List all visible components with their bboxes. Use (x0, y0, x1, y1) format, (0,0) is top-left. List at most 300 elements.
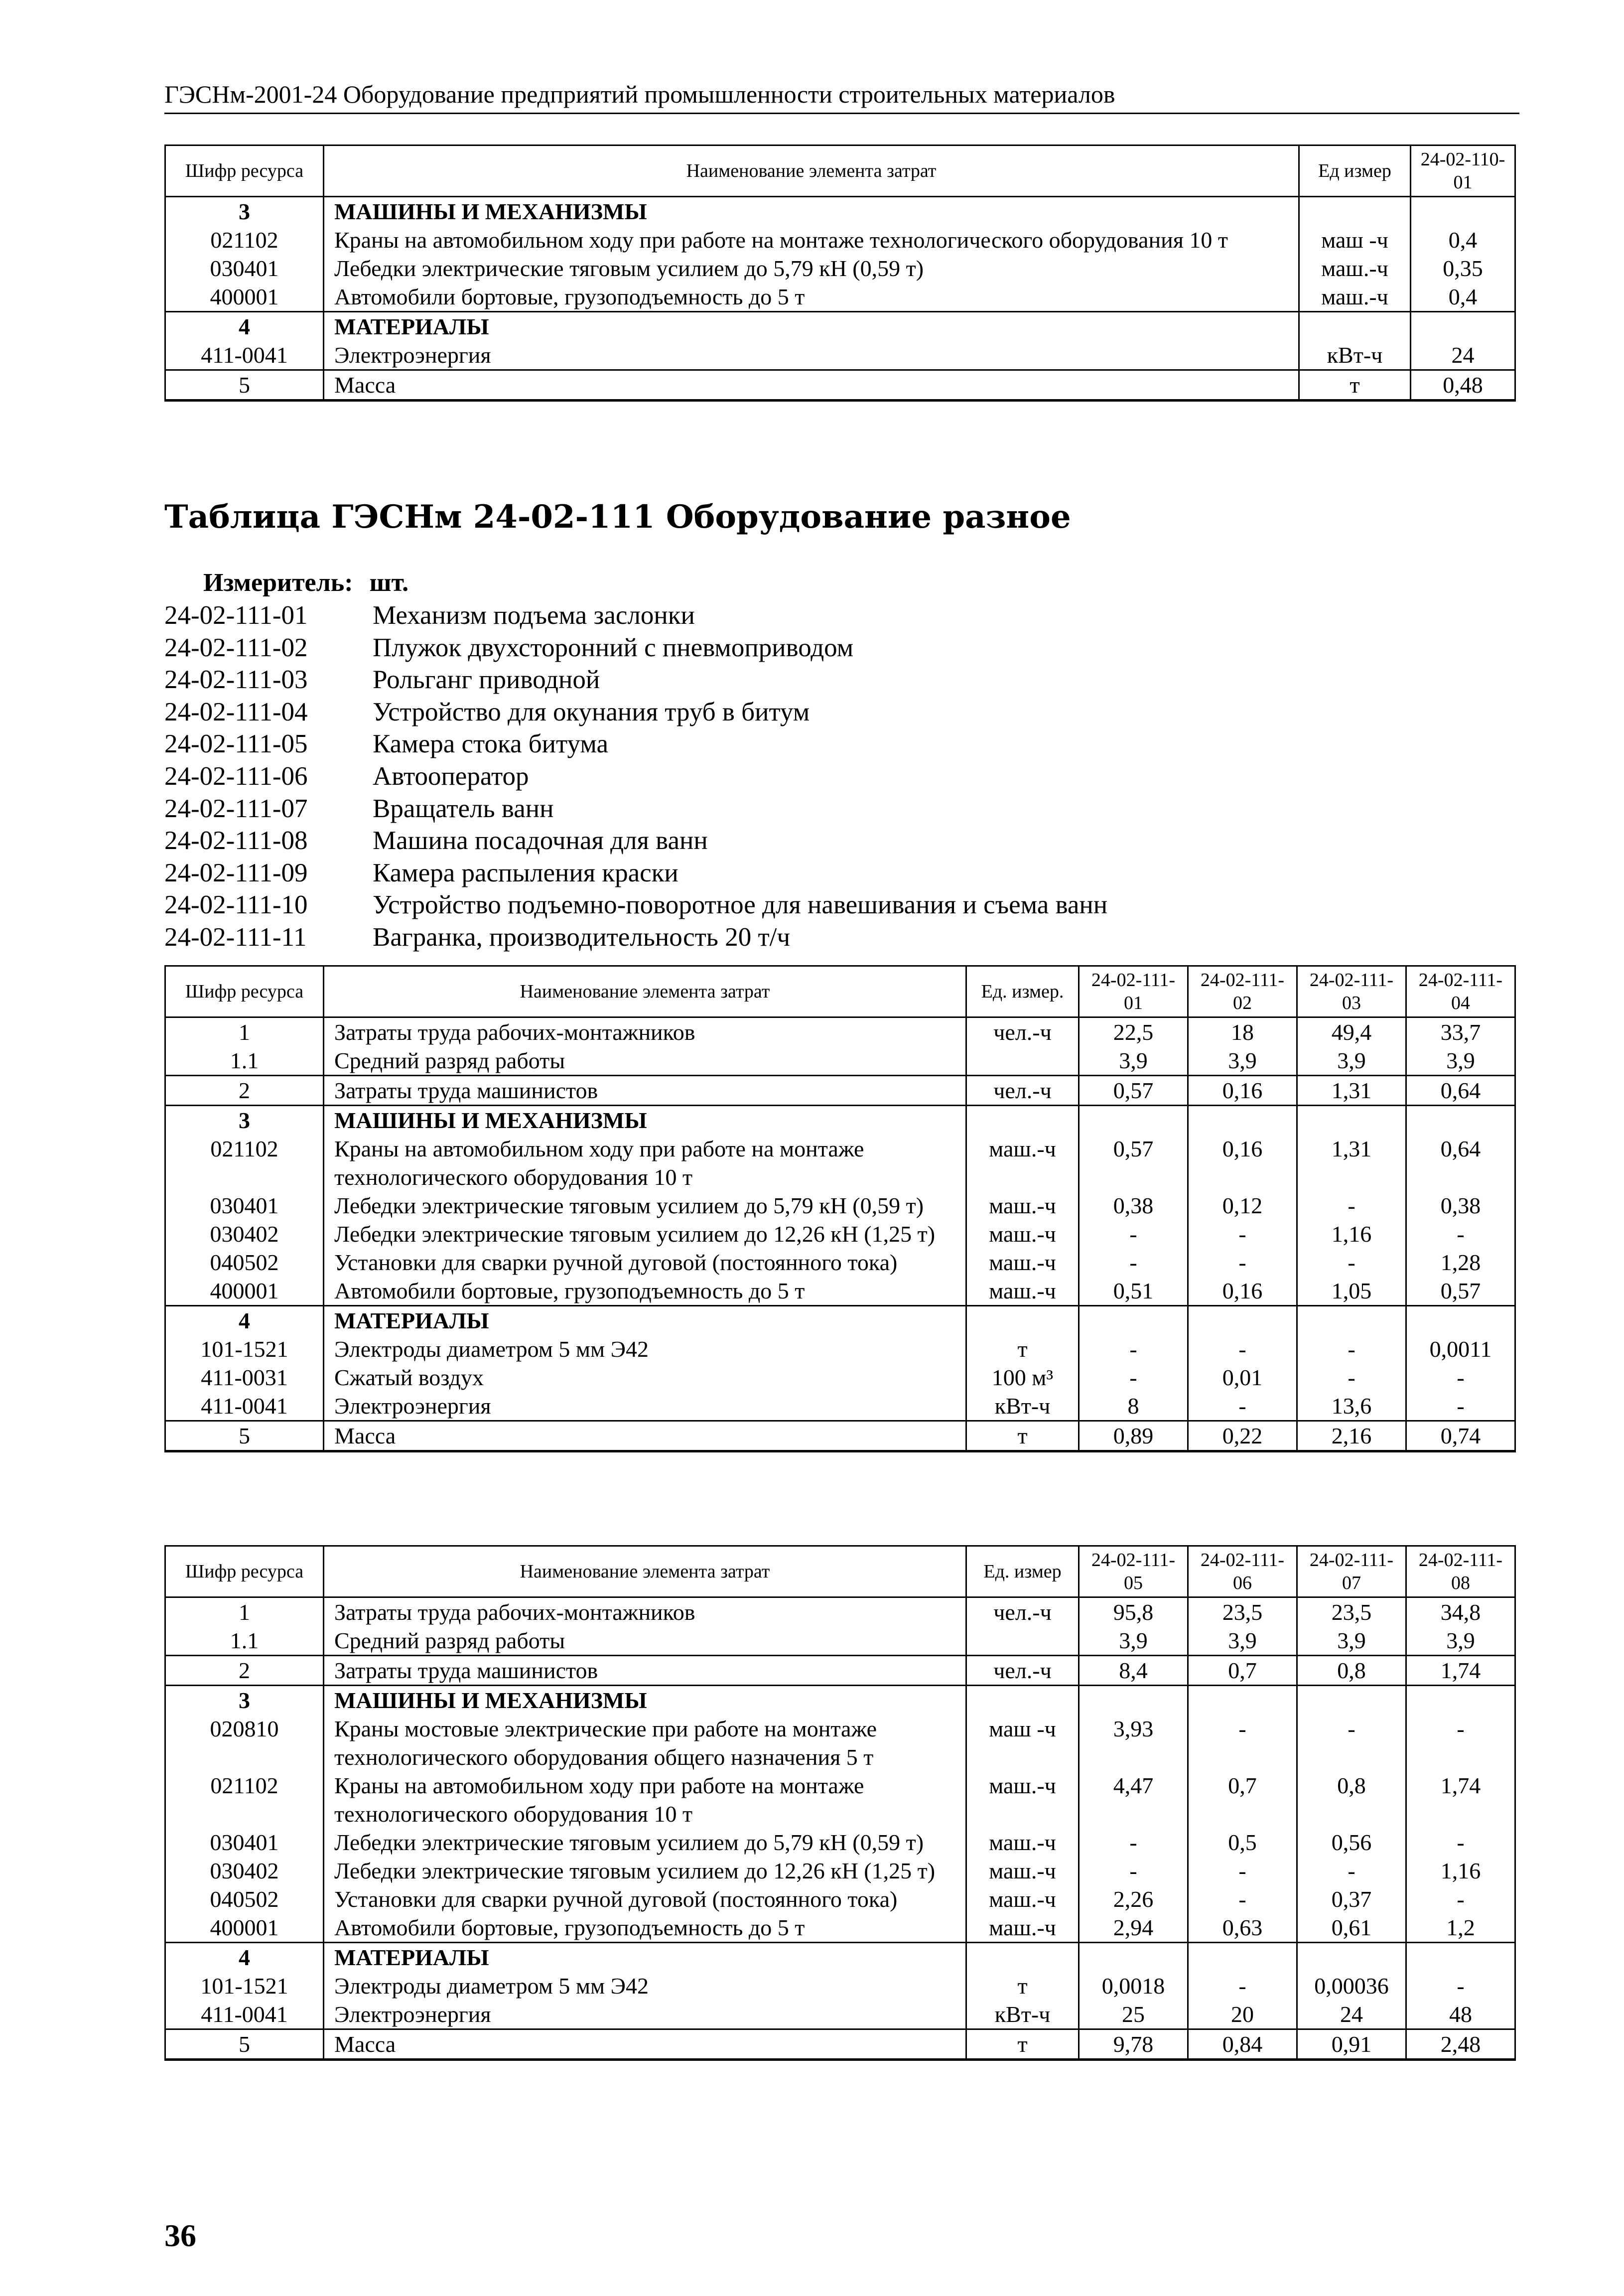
norm-name: Автооператор (373, 761, 529, 791)
resource-table-111-01-04 (164, 965, 1516, 1452)
value-cell (1406, 1943, 1515, 1972)
value-cell: 0,57 (1406, 1277, 1515, 1306)
value-cell: 2,48 (1406, 2029, 1515, 2060)
value-cell: 0,64 (1406, 1076, 1515, 1106)
table-row (165, 2029, 1515, 2060)
value-cell (1297, 1106, 1406, 1135)
resource-table-111-05-08 (164, 1545, 1516, 2061)
norm-name: Камера распыления краски (373, 858, 678, 887)
unit-cell: чел.-ч (966, 1076, 1079, 1106)
resource-code: 3 (165, 197, 324, 226)
value-cell: 24 (1297, 2000, 1406, 2029)
value-cell: 1,2 (1406, 1913, 1515, 1943)
value-cell: - (1188, 1857, 1297, 1885)
list-item (164, 632, 1107, 664)
table-row (165, 1017, 1515, 1047)
unit-cell: маш.-ч (966, 1885, 1079, 1913)
list-item (164, 857, 1107, 889)
section-heading: МАТЕРИАЛЫ (324, 1943, 966, 1972)
unit-cell: маш.-ч (966, 1220, 1079, 1248)
value-cell (1411, 197, 1515, 226)
value-cell: - (1079, 1857, 1188, 1885)
value-cell: - (1188, 1885, 1297, 1913)
value-cell: - (1406, 1972, 1515, 2000)
norm-name: Камера стока битума (373, 729, 609, 759)
value-cell (1079, 1686, 1188, 1715)
column-header: Ед. измер. (966, 966, 1079, 1017)
unit-cell: маш.-ч (966, 1913, 1079, 1943)
table-row (165, 1972, 1515, 2000)
table-row (165, 1335, 1515, 1363)
table-row (165, 283, 1515, 312)
section-heading: МАШИНЫ И МЕХАНИЗМЫ (324, 1686, 966, 1715)
unit-cell: чел.-ч (966, 1597, 1079, 1627)
table-row (165, 1715, 1515, 1771)
value-cell: 3,9 (1188, 1046, 1297, 1076)
value-cell: 48 (1406, 2000, 1515, 2029)
value-cell: 3,9 (1406, 1626, 1515, 1656)
resource-name: Затраты труда рабочих-монтажников (324, 1017, 966, 1047)
resource-name: Электроэнергия (324, 1392, 966, 1421)
table-row (165, 1686, 1515, 1715)
value-cell: 1,16 (1297, 1220, 1406, 1248)
table-row (165, 1597, 1515, 1627)
value-cell: - (1079, 1220, 1188, 1248)
value-cell: 1,31 (1297, 1135, 1406, 1191)
value-cell: - (1188, 1392, 1297, 1421)
list-item (164, 728, 1107, 760)
value-cell: - (1297, 1248, 1406, 1277)
table-row (165, 1421, 1515, 1451)
unit-cell: т (966, 1421, 1079, 1451)
resource-code: 5 (165, 370, 324, 401)
value-cell: 0,91 (1297, 2029, 1406, 2060)
resource-name: Электроэнергия (324, 341, 1299, 370)
list-item (164, 664, 1107, 696)
value-cell: 0,57 (1079, 1135, 1188, 1191)
value-cell: 0,48 (1411, 370, 1515, 401)
unit-cell (966, 1943, 1079, 1972)
value-cell: - (1079, 1828, 1188, 1857)
list-item (164, 889, 1107, 921)
table-row (165, 341, 1515, 370)
value-cell: 0,8 (1297, 1771, 1406, 1828)
value-cell: - (1406, 1363, 1515, 1392)
value-cell: - (1188, 1220, 1297, 1248)
resource-table-110-01 (164, 144, 1516, 402)
unit-cell: чел.-ч (966, 1656, 1079, 1686)
value-cell: 3,9 (1079, 1046, 1188, 1076)
value-cell: 0,51 (1079, 1277, 1188, 1306)
norm-code: 24-02-111-06 (164, 761, 308, 791)
section-heading: МАШИНЫ И МЕХАНИЗМЫ (324, 1106, 966, 1135)
value-cell: 0,0018 (1079, 1972, 1188, 2000)
table-row (165, 1248, 1515, 1277)
value-cell: - (1406, 1828, 1515, 1857)
resource-code: 040502 (165, 1885, 324, 1913)
value-cell: - (1297, 1857, 1406, 1885)
table-row (165, 1656, 1515, 1686)
value-cell: - (1297, 1715, 1406, 1771)
table-row (165, 2000, 1515, 2029)
value-cell (1297, 1943, 1406, 1972)
resource-name: Установки для сварки ручной дуговой (постоянного тока) (324, 1885, 966, 1913)
resource-name: Электроды диаметром 5 мм Э42 (324, 1335, 966, 1363)
table-row (165, 1106, 1515, 1135)
resource-name: Краны на автомобильном ходу при работе на монтаже технологического оборудования 10 т (324, 1135, 966, 1191)
value-cell: 4,47 (1079, 1771, 1188, 1828)
table-row (165, 1828, 1515, 1857)
unit-cell: маш.-ч (966, 1771, 1079, 1828)
unit-cell: маш.-ч (966, 1248, 1079, 1277)
value-cell: 8,4 (1079, 1656, 1188, 1686)
norm-code: 24-02-111-03 (164, 665, 308, 695)
resource-code: 101-1521 (165, 1972, 324, 2000)
measure-value: шт. (369, 569, 409, 597)
table-row (165, 1220, 1515, 1248)
value-cell: - (1079, 1248, 1188, 1277)
norm-code: 24-02-111-01 (164, 601, 308, 630)
table-row (165, 226, 1515, 254)
resource-code: 4 (165, 1306, 324, 1335)
unit-cell: кВт-ч (966, 1392, 1079, 1421)
table-row (165, 312, 1515, 341)
column-header: Ед. измер (966, 1546, 1079, 1597)
column-header: 24-02-111-06 (1188, 1546, 1297, 1597)
resource-code: 1.1 (165, 1046, 324, 1076)
value-cell: 1,74 (1406, 1771, 1515, 1828)
value-cell: 8 (1079, 1392, 1188, 1421)
list-item (164, 760, 1107, 793)
value-cell: 0,57 (1079, 1076, 1188, 1106)
resource-code: 3 (165, 1106, 324, 1135)
value-cell: - (1406, 1392, 1515, 1421)
resource-code: 4 (165, 312, 324, 341)
unit-cell (966, 1306, 1079, 1335)
value-cell: 18 (1188, 1017, 1297, 1047)
norm-code: 24-02-111-02 (164, 633, 308, 662)
section-heading: МАШИНЫ И МЕХАНИЗМЫ (324, 197, 1299, 226)
unit-cell: маш.-ч (966, 1277, 1079, 1306)
table-row (165, 197, 1515, 226)
column-header: 24-02-111-07 (1297, 1546, 1406, 1597)
resource-code: 2 (165, 1076, 324, 1106)
unit-cell: чел.-ч (966, 1017, 1079, 1047)
value-cell: 0,22 (1188, 1421, 1297, 1451)
unit-cell (1299, 197, 1411, 226)
list-item (164, 696, 1107, 728)
value-cell: 2,16 (1297, 1421, 1406, 1451)
value-cell (1188, 1306, 1297, 1335)
norm-code: 24-02-111-10 (164, 890, 308, 920)
value-cell: - (1297, 1335, 1406, 1363)
norm-name: Вращатель ванн (373, 794, 554, 823)
resource-code: 3 (165, 1686, 324, 1715)
resource-code: 400001 (165, 283, 324, 312)
table-row (165, 1135, 1515, 1191)
value-cell (1406, 1686, 1515, 1715)
value-cell: 0,56 (1297, 1828, 1406, 1857)
norm-list (164, 599, 1107, 954)
resource-code: 030402 (165, 1857, 324, 1885)
value-cell: 0,16 (1188, 1277, 1297, 1306)
unit-cell (966, 1046, 1079, 1076)
value-cell: - (1079, 1335, 1188, 1363)
value-cell: 0,7 (1188, 1771, 1297, 1828)
norm-name: Вагранка, производительность 20 т/ч (373, 922, 790, 952)
value-cell (1297, 1686, 1406, 1715)
norm-code: 24-02-111-04 (164, 697, 308, 726)
value-cell (1406, 1106, 1515, 1135)
resource-code: 030402 (165, 1220, 324, 1248)
value-cell: 0,00036 (1297, 1972, 1406, 2000)
value-cell: - (1297, 1191, 1406, 1220)
value-cell: 0,38 (1079, 1191, 1188, 1220)
value-cell: 0,35 (1411, 254, 1515, 283)
norm-code: 24-02-111-11 (164, 922, 307, 952)
section-heading: МАТЕРИАЛЫ (324, 312, 1299, 341)
list-item (164, 793, 1107, 825)
value-cell: 0,74 (1406, 1421, 1515, 1451)
resource-name: Лебедки электрические тяговым усилием до 5,79 кН (0,59 т) (324, 1191, 966, 1220)
resource-name: Масса (324, 1421, 966, 1451)
resource-name: Затраты труда машинистов (324, 1656, 966, 1686)
value-cell: - (1079, 1363, 1188, 1392)
table-row (165, 1306, 1515, 1335)
resource-code: 021102 (165, 226, 324, 254)
value-cell: - (1297, 1363, 1406, 1392)
column-header: 24-02-111-01 (1079, 966, 1188, 1017)
resource-code: 400001 (165, 1277, 324, 1306)
resource-name: Средний разряд работы (324, 1626, 966, 1656)
header-row (165, 145, 1515, 197)
column-header: Наименование элемента затрат (324, 145, 1299, 197)
value-cell: 0,84 (1188, 2029, 1297, 2060)
value-cell (1188, 1686, 1297, 1715)
resource-name: Электроэнергия (324, 2000, 966, 2029)
resource-name: Затраты труда машинистов (324, 1076, 966, 1106)
unit-cell (966, 1106, 1079, 1135)
value-cell: - (1406, 1715, 1515, 1771)
value-cell: 25 (1079, 2000, 1188, 2029)
norm-name: Плужок двухсторонний с пневмоприводом (373, 633, 854, 662)
table-title: Таблица ГЭСНм 24-02-111 Оборудование разное (164, 498, 1071, 536)
value-cell: - (1406, 1220, 1515, 1248)
value-cell: 20 (1188, 2000, 1297, 2029)
value-cell: 0,16 (1188, 1135, 1297, 1191)
value-cell: 0,64 (1406, 1135, 1515, 1191)
unit-cell: т (1299, 370, 1411, 401)
value-cell: 1,16 (1406, 1857, 1515, 1885)
unit-cell (966, 1686, 1079, 1715)
value-cell: - (1188, 1972, 1297, 2000)
value-cell: 0,5 (1188, 1828, 1297, 1857)
value-cell: 3,9 (1188, 1626, 1297, 1656)
resource-code: 101-1521 (165, 1335, 324, 1363)
norm-code: 24-02-111-05 (164, 729, 308, 759)
column-header: 24-02-111-04 (1406, 966, 1515, 1017)
table-row (165, 1626, 1515, 1656)
resource-code: 1 (165, 1597, 324, 1627)
value-cell: 0,0011 (1406, 1335, 1515, 1363)
value-cell: 0,63 (1188, 1913, 1297, 1943)
value-cell: 0,4 (1411, 283, 1515, 312)
value-cell: 1,28 (1406, 1248, 1515, 1277)
norm-code: 24-02-111-07 (164, 794, 308, 823)
list-item (164, 599, 1107, 632)
table-row (165, 1191, 1515, 1220)
value-cell: 33,7 (1406, 1017, 1515, 1047)
value-cell: 2,26 (1079, 1885, 1188, 1913)
table-row (165, 1046, 1515, 1076)
value-cell: 3,9 (1406, 1046, 1515, 1076)
value-cell: 23,5 (1297, 1597, 1406, 1627)
value-cell: 49,4 (1297, 1017, 1406, 1047)
resource-name: Масса (324, 370, 1299, 401)
column-header: Ед измер (1299, 145, 1411, 197)
table-row (165, 1771, 1515, 1828)
resource-code: 1 (165, 1017, 324, 1047)
resource-code: 030401 (165, 1191, 324, 1220)
unit-cell: маш -ч (1299, 226, 1411, 254)
value-cell: 0,8 (1297, 1656, 1406, 1686)
value-cell: 0,89 (1079, 1421, 1188, 1451)
section-heading: МАТЕРИАЛЫ (324, 1306, 966, 1335)
value-cell: 0,4 (1411, 226, 1515, 254)
resource-name: Автомобили бортовые, грузоподъемность до 5 т (324, 1913, 966, 1943)
table-row (165, 1885, 1515, 1913)
value-cell: 0,37 (1297, 1885, 1406, 1913)
resource-code: 030401 (165, 1828, 324, 1857)
value-cell: 95,8 (1079, 1597, 1188, 1627)
value-cell: - (1188, 1715, 1297, 1771)
resource-name: Лебедки электрические тяговым усилием до 5,79 кН (0,59 т) (324, 254, 1299, 283)
value-cell: 13,6 (1297, 1392, 1406, 1421)
value-cell: 3,9 (1297, 1046, 1406, 1076)
value-cell (1188, 1943, 1297, 1972)
resource-code: 411-0031 (165, 1363, 324, 1392)
value-cell: 0,01 (1188, 1363, 1297, 1392)
measure-line (203, 568, 408, 597)
resource-code: 411-0041 (165, 2000, 324, 2029)
resource-name: Лебедки электрические тяговым усилием до 12,26 кН (1,25 т) (324, 1857, 966, 1885)
unit-cell: маш.-ч (966, 1135, 1079, 1191)
resource-name: Лебедки электрические тяговым усилием до 5,79 кН (0,59 т) (324, 1828, 966, 1857)
list-item (164, 825, 1107, 857)
list-item (164, 921, 1107, 954)
resource-code: 411-0041 (165, 1392, 324, 1421)
norm-name: Устройство для окунания труб в битум (373, 697, 810, 726)
table-row (165, 370, 1515, 401)
resource-name: Сжатый воздух (324, 1363, 966, 1392)
unit-cell: кВт-ч (1299, 341, 1411, 370)
value-cell (1411, 312, 1515, 341)
resource-code: 411-0041 (165, 341, 324, 370)
resource-code: 021102 (165, 1135, 324, 1191)
value-cell: 2,94 (1079, 1913, 1188, 1943)
table-row (165, 1363, 1515, 1392)
unit-cell: т (966, 1972, 1079, 2000)
running-header: ГЭСНм-2001-24 Оборудование предприятий промышленности строительных материалов (164, 80, 1519, 114)
column-header: Шифр ресурса (165, 966, 324, 1017)
value-cell: 9,78 (1079, 2029, 1188, 2060)
value-cell (1297, 1306, 1406, 1335)
resource-name: Краны на автомобильном ходу при работе на монтаже технологического оборудования 10 т (324, 226, 1299, 254)
norm-code: 24-02-111-08 (164, 826, 308, 856)
norm-name: Рольганг приводной (373, 665, 600, 695)
header-row (165, 966, 1515, 1017)
value-cell: 23,5 (1188, 1597, 1297, 1627)
value-cell: 3,93 (1079, 1715, 1188, 1771)
value-cell: - (1188, 1335, 1297, 1363)
unit-cell: маш.-ч (966, 1828, 1079, 1857)
norm-name: Машина посадочная для ванн (373, 826, 708, 856)
header-row (165, 1546, 1515, 1597)
value-cell: 0,38 (1406, 1191, 1515, 1220)
value-cell (1079, 1943, 1188, 1972)
resource-name: Затраты труда рабочих-монтажников (324, 1597, 966, 1627)
unit-cell: маш.-ч (1299, 254, 1411, 283)
page-number: 36 (164, 2218, 196, 2253)
resource-name: Лебедки электрические тяговым усилием до 12,26 кН (1,25 т) (324, 1220, 966, 1248)
resource-code: 5 (165, 1421, 324, 1451)
resource-code: 021102 (165, 1771, 324, 1828)
value-cell: 34,8 (1406, 1597, 1515, 1627)
table-row (165, 1857, 1515, 1885)
norm-name: Механизм подъема заслонки (373, 601, 695, 630)
norm-code: 24-02-111-09 (164, 858, 308, 887)
unit-cell: кВт-ч (966, 2000, 1079, 2029)
value-cell: 0,16 (1188, 1076, 1297, 1106)
measure-label: Измеритель: (203, 569, 353, 597)
value-cell: 0,61 (1297, 1913, 1406, 1943)
value-cell: 3,9 (1297, 1626, 1406, 1656)
value-cell: 24 (1411, 341, 1515, 370)
column-header: 24-02-110-01 (1411, 145, 1515, 197)
column-header: 24-02-111-05 (1079, 1546, 1188, 1597)
column-header: 24-02-111-02 (1188, 966, 1297, 1017)
value-cell: 0,7 (1188, 1656, 1297, 1686)
value-cell (1188, 1106, 1297, 1135)
resource-name: Краны на автомобильном ходу при работе на монтаже технологического оборудования 10 т (324, 1771, 966, 1828)
column-header: Наименование элемента затрат (324, 1546, 966, 1597)
unit-cell (966, 1626, 1079, 1656)
value-cell: 22,5 (1079, 1017, 1188, 1047)
value-cell (1406, 1306, 1515, 1335)
unit-cell: т (966, 2029, 1079, 2060)
resource-code: 020810 (165, 1715, 324, 1771)
unit-cell: маш.-ч (1299, 283, 1411, 312)
value-cell (1079, 1106, 1188, 1135)
unit-cell: маш.-ч (966, 1857, 1079, 1885)
column-header: 24-02-111-08 (1406, 1546, 1515, 1597)
table-row (165, 254, 1515, 283)
resource-name: Автомобили бортовые, грузоподъемность до 5 т (324, 1277, 966, 1306)
value-cell: 1,05 (1297, 1277, 1406, 1306)
resource-name: Средний разряд работы (324, 1046, 966, 1076)
resource-code: 030401 (165, 254, 324, 283)
value-cell: - (1188, 1248, 1297, 1277)
column-header: Шифр ресурса (165, 145, 324, 197)
value-cell: 0,12 (1188, 1191, 1297, 1220)
table-row (165, 1076, 1515, 1106)
table-row (165, 1943, 1515, 1972)
unit-cell: маш.-ч (966, 1191, 1079, 1220)
resource-code: 040502 (165, 1248, 324, 1277)
value-cell: 1,31 (1297, 1076, 1406, 1106)
resource-code: 4 (165, 1943, 324, 1972)
value-cell: 1,74 (1406, 1656, 1515, 1686)
